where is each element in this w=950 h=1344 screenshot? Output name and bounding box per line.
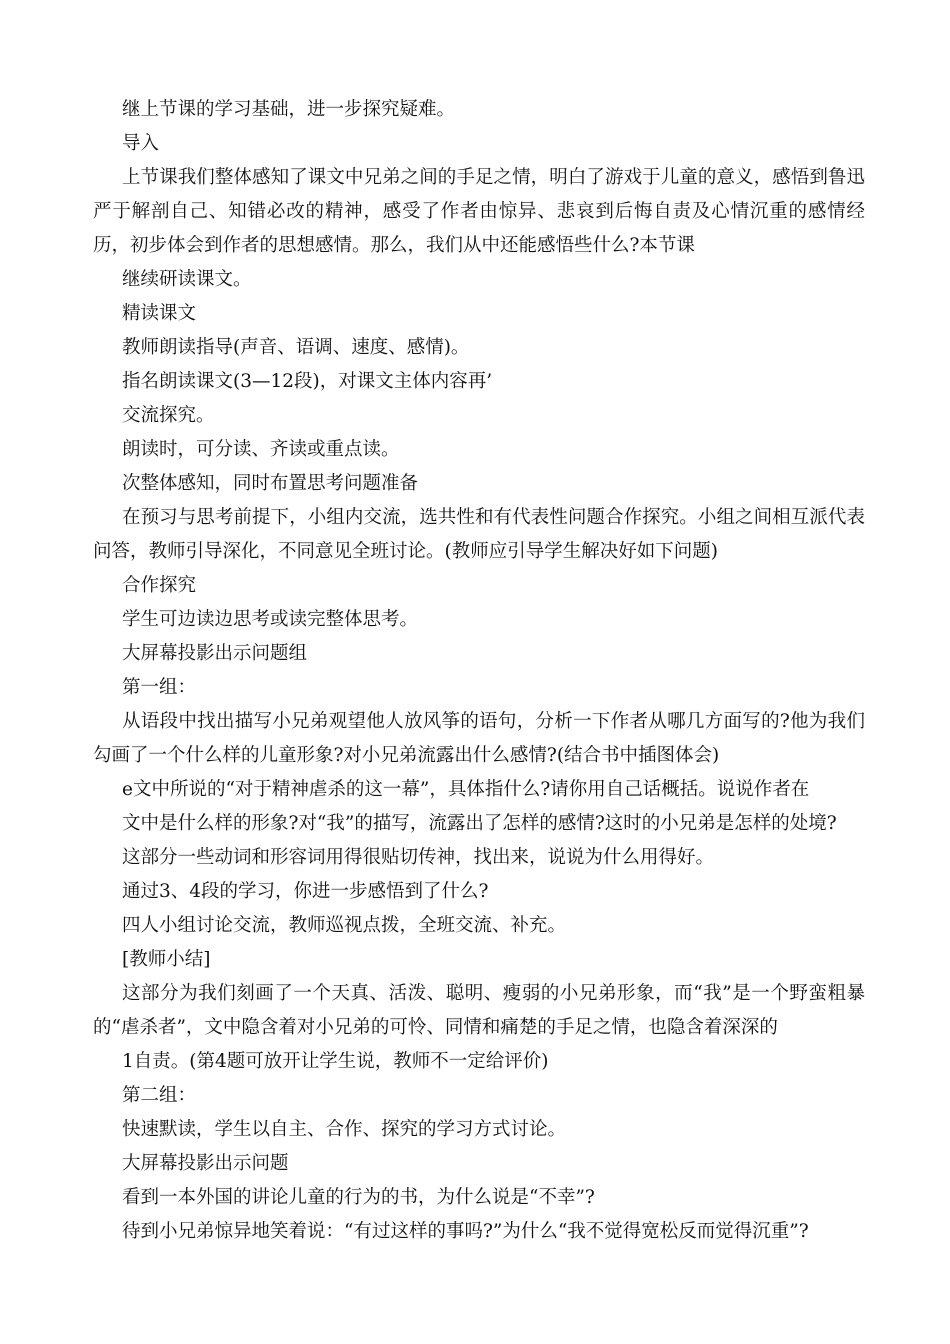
paragraph-13: 学生可边读边思考或读完整体思考。 — [122, 609, 419, 630]
paragraph-28: 看到一本外国的讲论儿童的行为的书，为什么说是“不幸”? — [122, 1187, 595, 1208]
document-body — [93, 93, 865, 1249]
heading-intro: 导入 — [122, 133, 160, 154]
paragraph-24: 1自责。(第4题可放开让学生说，教师不一定给评价) — [122, 1051, 549, 1072]
paragraph-27: 大屏幕投影出示问题 — [122, 1153, 289, 1174]
paragraph-14: 大屏幕投影出示问题组 — [122, 643, 308, 664]
paragraph-21: 四人小组讨论交流，教师巡视点拨，全班交流、补充。 — [122, 915, 567, 936]
paragraph-1: 继上节课的学习基础，进一步探究疑难。 — [122, 99, 456, 120]
paragraph-23: 这部分为我们刻画了一个天真、活泼、聪明、瘦弱的小兄弟形象，而“我”是一个野蛮粗暴的“虐杀者”，文中隐含着对小兄弟的可怜、同情和痛楚的手足之情，也隐含着深深的 — [93, 983, 865, 1038]
paragraph-10: 次整体感知，同时布置思考问题准备 — [122, 473, 419, 494]
paragraph-16: 从语段中找出描写小兄弟观望他人放风筝的语句，分析一下作者从哪几方面写的?他为我们勾画了一个什么样的儿童形象?对小兄弟流露出什么感情?(结合书中插图体会) — [93, 711, 865, 766]
paragraph-11: 在预习与思考前提下，小组内交流，选共性和有代表性问题合作探究。小组之间相互派代表问答，教师引导深化，不同意见全班讨论。(教师应引导学生解决好如下问题) — [93, 507, 865, 562]
paragraph-17: e文中所说的“对于精神虐杀的这一幕”，具体指什么?请你用自己话概括。说说作者在 — [122, 779, 810, 800]
paragraph-8: 交流探究。 — [122, 405, 215, 426]
paragraph-4: 继续研读课文。 — [122, 269, 252, 290]
paragraph-6: 教师朗读指导(声音、语调、速度、感情)。 — [122, 337, 470, 358]
paragraph-9: 朗读时，可分读、齐读或重点读。 — [122, 439, 400, 460]
heading-teacher-summary: [教师小结] — [122, 949, 211, 970]
paragraph-20: 通过3、4段的学习，你进一步感悟到了什么? — [122, 881, 489, 902]
heading-group-two: 第二组： — [122, 1085, 197, 1106]
paragraph-7: 指名朗读课文(3—12段)，对课文主体内容再’ — [122, 371, 493, 392]
heading-cooperative-inquiry: 合作探究 — [122, 575, 197, 596]
paragraph-29: 待到小兄弟惊异地笑着说：“有过这样的事吗?”为什么“我不觉得宽松反而觉得沉重”? — [122, 1221, 809, 1242]
heading-close-reading: 精读课文 — [122, 303, 197, 324]
paragraph-26: 快速默读，学生以自主、合作、探究的学习方式讨论。 — [122, 1119, 567, 1140]
paragraph-3: 上节课我们整体感知了课文中兄弟之间的手足之情，明白了游戏于儿童的意义，感悟到鲁迅严于解剖自己、知错必改的精神，感受了作者由惊异、悲哀到后悔自责及心情沉重的感情经历，初步体会到作者的思想感情。那么，我们从中还能感悟些什么?本节课 — [93, 167, 865, 256]
paragraph-19: 这部分一些动词和形容词用得很贴切传神，找出来，说说为什么用得好。 — [122, 847, 715, 868]
paragraph-18: 文中是什么样的形象?对“我”的描写，流露出了怎样的感情?这时的小兄弟是怎样的处境? — [122, 813, 837, 834]
heading-group-one: 第一组： — [122, 677, 197, 698]
